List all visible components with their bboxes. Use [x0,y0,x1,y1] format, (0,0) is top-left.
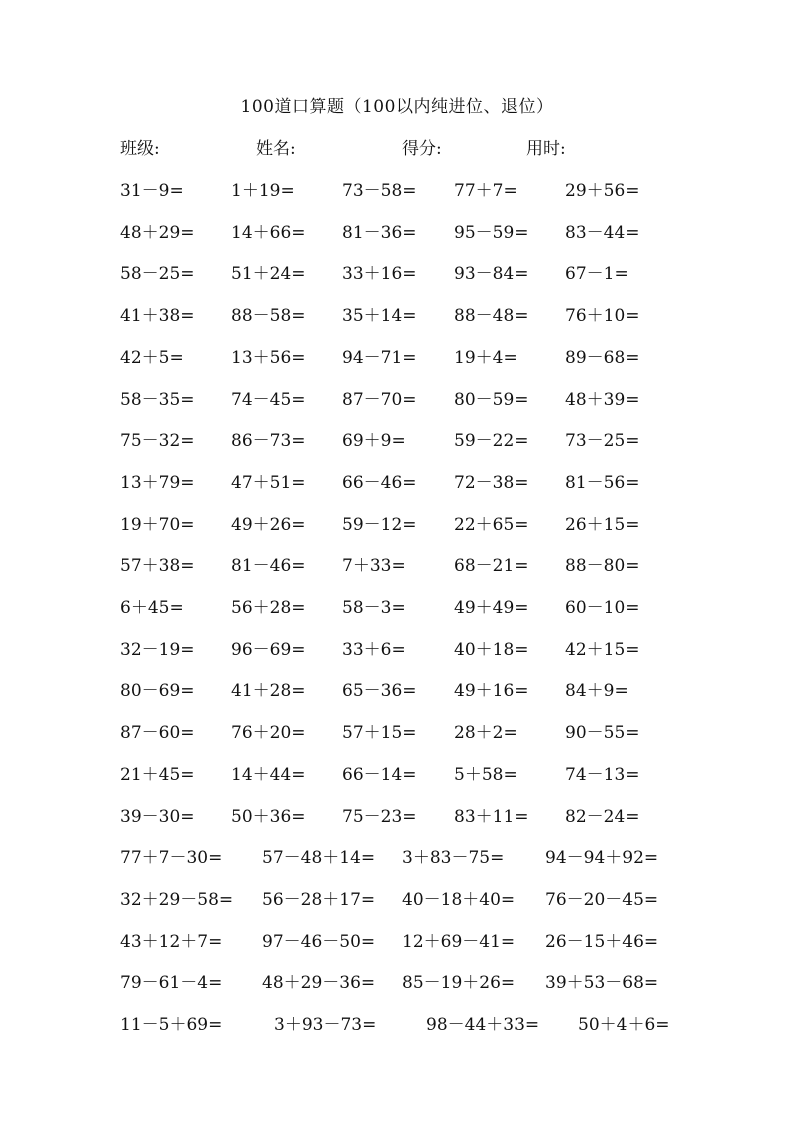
mixed-problem-item: 48＋29－36= [262,973,376,994]
problem-item: 76＋10= [565,306,640,327]
problem-item: 22＋65= [454,514,529,535]
problem-item: 33＋6= [342,639,406,660]
problem-item: 66－14= [342,764,417,785]
problem-item: 81－56= [565,472,640,493]
problem-item: 81－46= [231,556,306,577]
name-label: 姓名: [256,139,296,159]
mixed-problem-item: 76－20－45= [545,889,659,910]
problem-item: 59－22= [454,431,529,452]
problem-item: 81－36= [342,222,417,243]
problem-item: 89－68= [565,347,640,368]
problem-item: 47＋51= [231,472,306,493]
problem-item: 50＋36= [231,806,306,827]
problem-item: 31－9= [120,181,184,201]
problem-item: 14＋44= [231,764,306,785]
problem-item: 48＋29= [120,222,195,243]
problem-item: 77＋7= [454,181,518,201]
mixed-problem-item: 3＋93－73= [274,1015,377,1035]
problem-item: 58－25= [120,264,195,285]
problem-item: 49＋16= [454,681,529,702]
problem-item: 87－70= [342,389,417,410]
problem-item: 40＋18= [454,639,529,660]
mixed-problem-item: 57－48＋14= [262,848,376,869]
problem-item: 58－35= [120,389,195,410]
problem-item: 13＋79= [120,472,195,493]
problem-item: 68－21= [454,556,529,577]
problem-item: 73－58= [342,181,417,201]
problem-item: 26＋15= [565,514,640,535]
problem-item: 32－19= [120,639,195,660]
mixed-problem-item: 50＋4＋6= [578,1015,670,1035]
problem-item: 57＋15= [342,723,417,744]
mixed-problem-item: 32＋29－58= [120,889,234,910]
problem-item: 35＋14= [342,306,417,327]
problem-item: 75－32= [120,431,195,452]
problem-item: 59－12= [342,514,417,535]
problem-item: 13＋56= [231,347,306,368]
problem-item: 82－24= [565,806,640,827]
problem-item: 90－55= [565,723,640,744]
problem-item: 14＋66= [231,222,306,243]
mixed-problem-item: 79－61－4= [120,973,223,994]
problem-item: 72－38= [454,472,529,493]
problem-item: 66－46= [342,472,417,493]
problem-item: 93－84= [454,264,529,285]
problem-item: 19＋4= [454,347,518,368]
problem-item: 28＋2= [454,723,518,744]
problem-item: 80－69= [120,681,195,702]
class-label: 班级: [120,139,160,159]
mixed-problem-item: 77＋7－30= [120,848,223,869]
problem-item: 96－69= [231,639,306,660]
mixed-problem-item: 85－19＋26= [402,973,516,994]
mixed-problem-item: 97－46－50= [262,931,376,952]
mixed-problem-item: 26－15＋46= [545,931,659,952]
problem-item: 87－60= [120,723,195,744]
problem-item: 41＋38= [120,306,195,327]
problem-item: 95－59= [454,222,529,243]
mixed-problem-item: 56－28＋17= [262,889,376,910]
problem-item: 86－73= [231,431,306,452]
problem-item: 80－59= [454,389,529,410]
problem-item: 21＋45= [120,764,195,785]
mixed-problem-item: 94－94＋92= [545,848,659,869]
problem-item: 48＋39= [565,389,640,410]
problem-item: 57＋38= [120,556,195,577]
mixed-problem-item: 40－18＋40= [402,889,516,910]
page-title: 100道口算题（100以内纯进位、退位） [240,97,554,117]
problem-item: 74－45= [231,389,306,410]
problem-item: 49＋49= [454,598,529,618]
problem-item: 83＋11= [454,806,529,827]
problem-item: 39－30= [120,806,195,827]
problem-item: 41＋28= [231,681,306,702]
mixed-problem-item: 39＋53－68= [545,973,659,994]
problem-item: 49＋26= [231,514,306,535]
problem-item: 65－36= [342,681,417,702]
problem-item: 75－23= [342,806,417,827]
problem-item: 94－71= [342,347,417,368]
mixed-problem-item: 11－5＋69= [120,1015,223,1035]
problem-item: 84＋9= [565,681,629,702]
problem-item: 60－10= [565,598,640,618]
mixed-problem-item: 3＋83－75= [402,848,505,869]
problem-item: 88－80= [565,556,640,577]
problem-item: 42＋15= [565,639,640,660]
mixed-problem-item: 98－44＋33= [426,1015,540,1035]
mixed-problem-item: 12＋69－41= [402,931,516,952]
problem-item: 76＋20= [231,723,306,744]
problem-item: 58－3= [342,598,406,618]
problem-item: 51＋24= [231,264,306,285]
problem-item: 88－58= [231,306,306,327]
mixed-problem-item: 43＋12＋7= [120,931,223,952]
problem-item: 42＋5= [120,347,184,368]
time-label: 用时: [526,139,566,159]
problem-item: 73－25= [565,431,640,452]
problem-item: 19＋70= [120,514,195,535]
problem-item: 6＋45= [120,598,184,618]
problem-item: 83－44= [565,222,640,243]
problem-item: 74－13= [565,764,640,785]
score-label: 得分: [402,139,442,159]
problem-item: 69＋9= [342,431,406,452]
problem-item: 1＋19= [231,181,295,201]
problem-item: 7＋33= [342,556,406,577]
problem-item: 56＋28= [231,598,306,618]
problem-item: 33＋16= [342,264,417,285]
problem-item: 29＋56= [565,181,640,201]
problem-item: 88－48= [454,306,529,327]
problem-item: 67－1= [565,264,629,285]
problem-item: 5＋58= [454,764,518,785]
